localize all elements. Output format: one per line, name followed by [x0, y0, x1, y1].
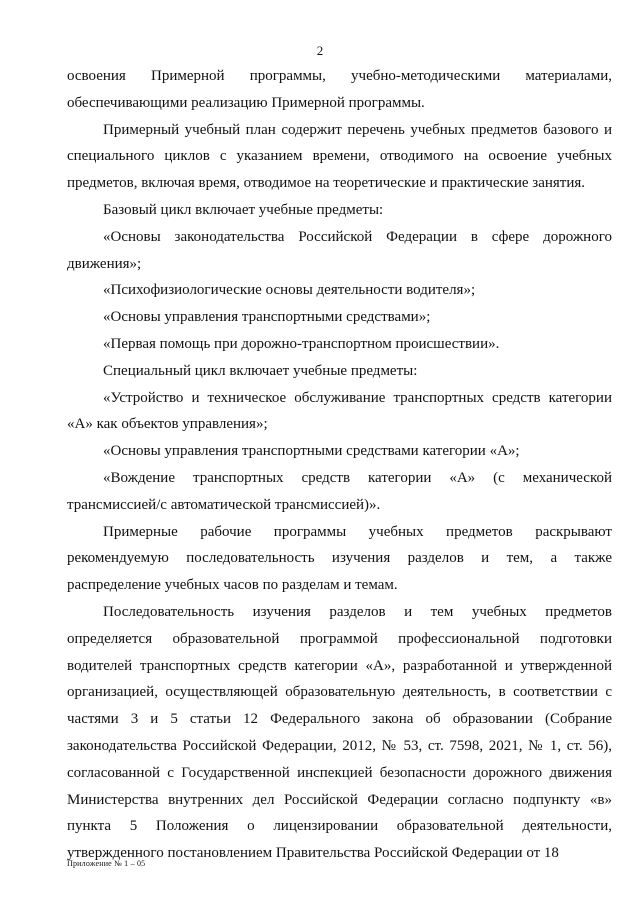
paragraph: «Первая помощь при дорожно-транспортном происшествии».: [103, 335, 500, 352]
page-number: 2: [316, 43, 324, 58]
paragraph: Последовательность изучения разделов и тем учебных предметов определяется образовательной программой профессиональной подготовки водителей транспортных средств категории «А», разработанной и утвержденной организацией, осуществляющей образовательную деятельность, в соответствии с частями 3 и 5 статьи 12 Федерального закона об образовании (Собрание законодательства Российской Федерации, 2012, № 53, ст. 7598, 2021, № 1, ст. 56), согласованной с Государственной инспекцией безопасности дорожного движения Министерства внутренних дел Российской Федерации согласно подпункту «в» пункта 5 Положения о лицензировании образовательной деятельности, утвержденного постановлением Правительства Российской Федерации от 18: [67, 603, 612, 862]
paragraph: «Основы управления транспортными средствами категории «А»;: [103, 443, 520, 460]
paragraph: Примерные рабочие программы учебных предметов раскрывают рекомендуемую последовательность изучения разделов и тем, а также распределение учебных часов по разделам и темам.: [67, 523, 612, 594]
paragraph: Базовый цикл включает учебные предметы:: [103, 201, 384, 218]
footer-attachment-label: Приложение № 1 – 05: [67, 859, 146, 868]
document-body: [67, 63, 612, 867]
paragraph: освоения Примерной программы, учебно-методическими материалами, обеспечивающими реализацию Примерной программы.: [67, 68, 612, 111]
paragraph: «Основы законодательства Российской Федерации в сфере дорожного движения»;: [67, 228, 612, 272]
paragraph: Примерный учебный план содержит перечень учебных предметов базового и специального циклов с указанием времени, отводимого на освоение учебных предметов, включая время, отводимое на теоретические и практические занятия.: [67, 121, 612, 192]
paragraph: «Основы управления транспортными средствами»;: [103, 309, 431, 326]
paragraph: «Психофизиологические основы деятельности водителя»;: [103, 282, 476, 299]
paragraph: «Устройство и техническое обслуживание транспортных средств категории «А» как объектов управления»;: [67, 389, 612, 433]
paragraph: Специальный цикл включает учебные предметы:: [103, 362, 418, 379]
paragraph: «Вождение транспортных средств категории «А» (с механической трансмиссией/с автоматической трансмиссией)».: [67, 469, 612, 513]
